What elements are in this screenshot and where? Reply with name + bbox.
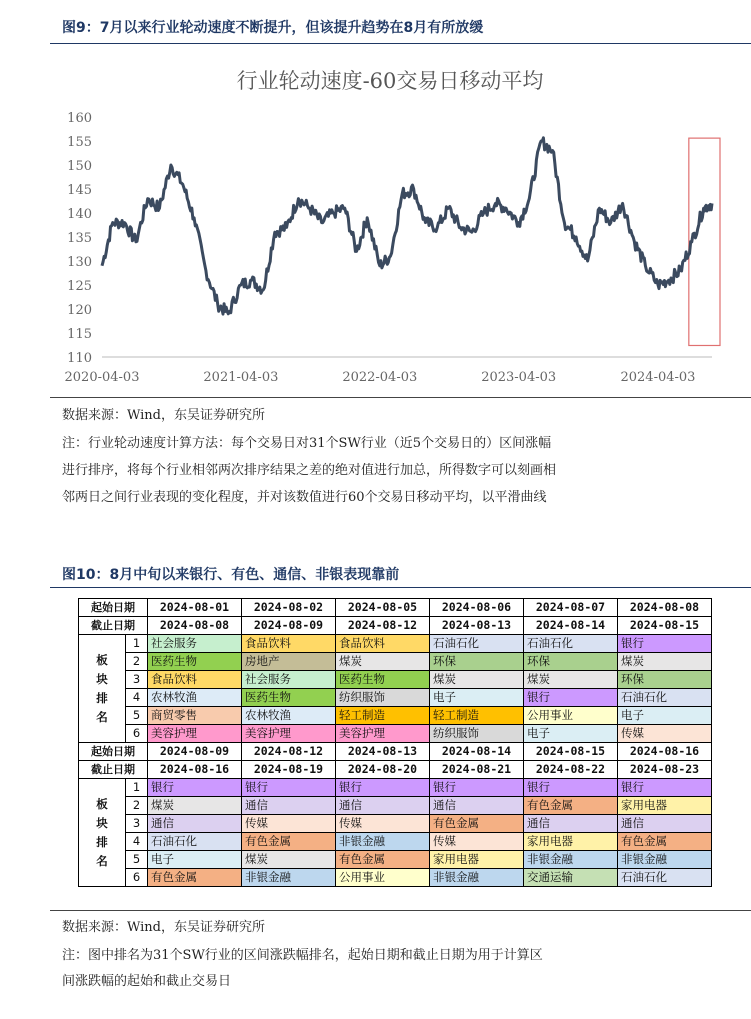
industry-cell: 非银金融 xyxy=(430,869,524,887)
industry-cell: 社会服务 xyxy=(242,671,336,689)
y-tick-label: 120 xyxy=(67,303,92,318)
rank-number: 4 xyxy=(126,689,148,707)
industry-cell: 煤炭 xyxy=(148,797,242,815)
rank-number: 6 xyxy=(126,725,148,743)
end-date-cell: 2024-08-20 xyxy=(336,761,430,779)
x-tick-label: 2023-04-03 xyxy=(481,370,557,385)
end-date-cell: 2024-08-12 xyxy=(336,617,430,635)
end-date-label: 截止日期 xyxy=(79,617,148,635)
start-date-cell: 2024-08-08 xyxy=(618,599,712,617)
figure-9-note-line-1: 注：行业轮动速度计算方法：每个交易日对31个SW行业（近5个交易日的）区间涨幅 xyxy=(62,436,552,451)
industry-cell: 食品饮料 xyxy=(148,671,242,689)
figure-9-title: 图9：7月以来行业轮动速度不断提升，但该提升趋势在8月有所放缓 xyxy=(62,20,484,36)
x-tick-label: 2024-04-03 xyxy=(620,370,696,385)
figure-9-source: 数据来源：Wind，东吴证券研究所 xyxy=(62,408,265,423)
industry-cell: 公用事业 xyxy=(336,869,430,887)
industry-cell: 银行 xyxy=(524,689,618,707)
rank-group-label: 板 块 排 名 xyxy=(79,779,126,887)
industry-cell: 煤炭 xyxy=(430,671,524,689)
industry-cell: 有色金属 xyxy=(618,833,712,851)
figure-10-source: 数据来源：Wind，东吴证券研究所 xyxy=(62,920,265,935)
industry-cell: 有色金属 xyxy=(524,797,618,815)
end-date-cell: 2024-08-14 xyxy=(524,617,618,635)
industry-cell: 家用电器 xyxy=(618,797,712,815)
plot-area xyxy=(102,138,720,346)
industry-cell: 房地产 xyxy=(242,653,336,671)
rank-row xyxy=(79,851,712,869)
industry-cell: 银行 xyxy=(148,779,242,797)
start-date-row xyxy=(79,599,712,617)
industry-cell: 传媒 xyxy=(430,833,524,851)
industry-cell: 传媒 xyxy=(336,815,430,833)
industry-cell: 非银金融 xyxy=(336,833,430,851)
y-tick-label: 145 xyxy=(67,183,92,198)
industry-cell: 电子 xyxy=(524,725,618,743)
industry-cell: 银行 xyxy=(336,779,430,797)
y-tick-label: 140 xyxy=(67,207,92,222)
industry-cell: 轻工制造 xyxy=(430,707,524,725)
industry-cell: 美容护理 xyxy=(148,725,242,743)
y-axis xyxy=(67,111,92,366)
industry-cell: 纺织服饰 xyxy=(430,725,524,743)
industry-cell: 通信 xyxy=(148,815,242,833)
x-tick-label: 2022-04-03 xyxy=(342,370,418,385)
start-date-row xyxy=(79,743,712,761)
industry-cell: 有色金属 xyxy=(430,815,524,833)
industry-cell: 煤炭 xyxy=(524,671,618,689)
industry-cell: 食品饮料 xyxy=(242,635,336,653)
industry-cell: 石油石化 xyxy=(430,635,524,653)
rank-row xyxy=(79,779,712,797)
figure-10-note-line-1: 注：图中排名为31个SW行业的区间涨跌幅排名，起始日期和截止日期为用于计算区 xyxy=(62,948,543,963)
figure-9-bottom-rule xyxy=(50,397,751,398)
rank-row xyxy=(79,725,712,743)
rank-row xyxy=(79,635,712,653)
industry-cell: 美容护理 xyxy=(336,725,430,743)
end-date-row xyxy=(79,761,712,779)
rank-row xyxy=(79,833,712,851)
industry-cell: 石油石化 xyxy=(524,635,618,653)
end-date-cell: 2024-08-09 xyxy=(242,617,336,635)
industry-cell: 煤炭 xyxy=(336,653,430,671)
end-date-label: 截止日期 xyxy=(79,761,148,779)
start-date-label: 起始日期 xyxy=(79,743,148,761)
rank-number: 3 xyxy=(126,815,148,833)
end-date-cell: 2024-08-16 xyxy=(148,761,242,779)
industry-cell: 家用电器 xyxy=(430,851,524,869)
end-date-cell: 2024-08-08 xyxy=(148,617,242,635)
industry-cell: 银行 xyxy=(524,779,618,797)
industry-cell: 农林牧渔 xyxy=(242,707,336,725)
start-date-cell: 2024-08-15 xyxy=(524,743,618,761)
industry-cell: 石油石化 xyxy=(618,689,712,707)
industry-cell: 环保 xyxy=(618,671,712,689)
industry-cell: 有色金属 xyxy=(336,851,430,869)
industry-cell: 交通运输 xyxy=(524,869,618,887)
industry-cell: 通信 xyxy=(430,797,524,815)
rank-row xyxy=(79,869,712,887)
y-tick-label: 110 xyxy=(67,351,92,366)
series-line xyxy=(102,138,712,314)
start-date-cell: 2024-08-09 xyxy=(148,743,242,761)
figure-9-note-line-2: 进行排序，将每个行业相邻两次排序结果之差的绝对值进行加总，所得数字可以刻画相 xyxy=(62,463,557,478)
rank-number: 3 xyxy=(126,671,148,689)
figure-10-top-rule xyxy=(50,587,751,588)
end-date-cell: 2024-08-19 xyxy=(242,761,336,779)
industry-cell: 通信 xyxy=(524,815,618,833)
industry-cell: 非银金融 xyxy=(618,851,712,869)
start-date-cell: 2024-08-02 xyxy=(242,599,336,617)
industry-cell: 电子 xyxy=(618,707,712,725)
figure-10-note-line-2: 间涨跌幅的起始和截止交易日 xyxy=(62,974,232,989)
industry-cell: 银行 xyxy=(242,779,336,797)
end-date-cell: 2024-08-13 xyxy=(430,617,524,635)
industry-cell: 医药生物 xyxy=(148,653,242,671)
start-date-cell: 2024-08-06 xyxy=(430,599,524,617)
industry-cell: 煤炭 xyxy=(618,653,712,671)
industry-cell: 通信 xyxy=(242,797,336,815)
y-tick-label: 155 xyxy=(67,135,92,150)
industry-cell: 煤炭 xyxy=(242,851,336,869)
industry-cell: 社会服务 xyxy=(148,635,242,653)
y-tick-label: 160 xyxy=(67,111,92,126)
y-tick-label: 150 xyxy=(67,159,92,174)
industry-cell: 环保 xyxy=(430,653,524,671)
start-date-cell: 2024-08-13 xyxy=(336,743,430,761)
rank-group-label: 板 块 排 名 xyxy=(79,635,126,743)
start-date-cell: 2024-08-05 xyxy=(336,599,430,617)
industry-cell: 纺织服饰 xyxy=(336,689,430,707)
rank-number: 4 xyxy=(126,833,148,851)
industry-cell: 通信 xyxy=(618,815,712,833)
rank-number: 2 xyxy=(126,653,148,671)
start-date-cell: 2024-08-01 xyxy=(148,599,242,617)
x-axis xyxy=(65,357,712,385)
start-date-cell: 2024-08-07 xyxy=(524,599,618,617)
figure-10-title: 图10：8月中旬以来银行、有色、通信、非银表现靠前 xyxy=(62,567,400,583)
industry-cell: 轻工制造 xyxy=(336,707,430,725)
industry-rank-table xyxy=(78,598,712,887)
industry-cell: 美容护理 xyxy=(242,725,336,743)
highlight-box xyxy=(689,138,720,345)
end-date-cell: 2024-08-15 xyxy=(618,617,712,635)
industry-cell: 非银金融 xyxy=(524,851,618,869)
y-tick-label: 135 xyxy=(67,231,92,246)
rank-row xyxy=(79,797,712,815)
end-date-row xyxy=(79,617,712,635)
industry-cell: 食品饮料 xyxy=(336,635,430,653)
start-date-label: 起始日期 xyxy=(79,599,148,617)
industry-cell: 石油石化 xyxy=(148,833,242,851)
industry-cell: 传媒 xyxy=(242,815,336,833)
x-tick-label: 2021-04-03 xyxy=(203,370,279,385)
chart-title: 行业轮动速度-60交易日移动平均 xyxy=(236,69,544,93)
y-tick-label: 115 xyxy=(67,327,92,342)
x-tick-label: 2020-04-03 xyxy=(64,370,140,385)
start-date-cell: 2024-08-14 xyxy=(430,743,524,761)
rank-number: 1 xyxy=(126,779,148,797)
figure-10-bottom-rule xyxy=(50,910,751,911)
industry-cell: 环保 xyxy=(524,653,618,671)
y-tick-label: 125 xyxy=(67,279,92,294)
industry-cell: 有色金属 xyxy=(242,833,336,851)
rank-number: 2 xyxy=(126,797,148,815)
industry-cell: 电子 xyxy=(148,851,242,869)
rank-row xyxy=(79,707,712,725)
industry-cell: 银行 xyxy=(618,779,712,797)
industry-cell: 公用事业 xyxy=(524,707,618,725)
industry-cell: 电子 xyxy=(430,689,524,707)
industry-cell: 家用电器 xyxy=(524,833,618,851)
industry-cell: 银行 xyxy=(618,635,712,653)
industry-cell: 通信 xyxy=(336,797,430,815)
industry-cell: 银行 xyxy=(430,779,524,797)
industry-cell: 非银金融 xyxy=(242,869,336,887)
rank-row xyxy=(79,653,712,671)
rank-number: 5 xyxy=(126,707,148,725)
figure-9-note-line-3: 邻两日之间行业表现的变化程度，并对该数值进行60个交易日移动平均，以平滑曲线 xyxy=(62,490,547,505)
figure-9-top-rule xyxy=(50,43,751,44)
industry-cell: 石油石化 xyxy=(618,869,712,887)
industry-cell: 医药生物 xyxy=(242,689,336,707)
rank-row xyxy=(79,671,712,689)
end-date-cell: 2024-08-21 xyxy=(430,761,524,779)
rotation-speed-line-chart xyxy=(50,50,740,395)
industry-cell: 商贸零售 xyxy=(148,707,242,725)
rank-number: 1 xyxy=(126,635,148,653)
industry-cell: 有色金属 xyxy=(148,869,242,887)
y-tick-label: 130 xyxy=(67,255,92,270)
industry-cell: 医药生物 xyxy=(336,671,430,689)
rank-row xyxy=(79,815,712,833)
end-date-cell: 2024-08-23 xyxy=(618,761,712,779)
start-date-cell: 2024-08-12 xyxy=(242,743,336,761)
rank-number: 6 xyxy=(126,869,148,887)
rank-number: 5 xyxy=(126,851,148,869)
industry-cell: 传媒 xyxy=(618,725,712,743)
rank-row xyxy=(79,689,712,707)
start-date-cell: 2024-08-16 xyxy=(618,743,712,761)
industry-cell: 农林牧渔 xyxy=(148,689,242,707)
end-date-cell: 2024-08-22 xyxy=(524,761,618,779)
